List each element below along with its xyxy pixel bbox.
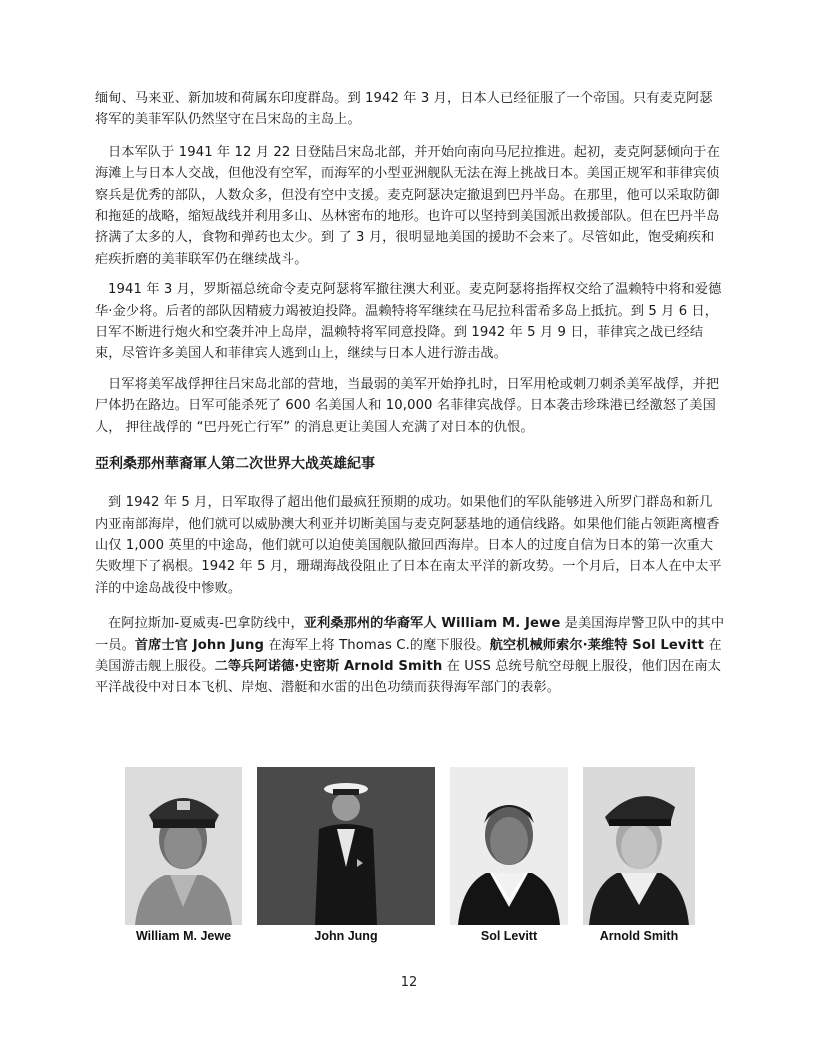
- section-heading: 亞利桑那州華裔軍人第二次世界大战英雄紀事: [95, 456, 375, 473]
- portrait-photo-smith: [583, 767, 695, 925]
- page-number: 12: [400, 975, 418, 990]
- caption-levitt: Sol Levitt: [480, 929, 538, 943]
- portrait-photo-levitt: [450, 767, 568, 925]
- bold-name-smith: 二等兵阿诺德·史密斯 Arnold Smith: [214, 658, 443, 674]
- paragraph-heroes: [95, 613, 725, 699]
- portrait-photo-jewe: [125, 767, 242, 925]
- text-run: 在海军上将 Thomas C.的麾下服役。: [264, 637, 490, 653]
- text-run: 在美国游击舰上服役。: [95, 637, 722, 674]
- paragraph-surrender: 1941 年 3 月，罗斯福总统命令麦克阿瑟将军撤往澳大利亚。麦克阿瑟将指挥权交给了温赖特中将和爱德华·金少将。后者的部队因精疲力竭被迫投降。温赖特将军继续在马尼拉科雷希多岛上抵抗。到 5 月 6 日，日军不断进行炮火和空袭并冲上岛岸，温赖特将军同意投降。到 1942 年 5 月 9 日，菲律宾之战已经结束，尽管许多美国人和菲律宾人逃到山上，继续与日本人进行游击战。: [95, 282, 722, 362]
- paragraph-death-march: 日军将美军战俘押往吕宋岛北部的营地，当最弱的美军开始挣扎时，日军用枪或刺刀刺杀美军战俘，并把尸体扔在路边。日军可能杀死了 600 名美国人和 10,000 名菲律宾战俘。日本袭击珍珠港已经激怒了美国人， 押往战俘的 “巴丹死亡行军” 的消息更让美国人充满了对日本的仇恨。: [95, 376, 720, 435]
- text-run: 是美国海岸警卫队中的其中一员。: [95, 616, 725, 653]
- page-body: [95, 88, 725, 708]
- paragraph-midway: 到 1942 年 5 月，日军取得了超出他们最疯狂预期的成功。如果他们的军队能够进入所罗门群岛和新几内亚南部海岸，他们就可以威胁澳大利亚并切断美国与麦克阿瑟基地的通信线路。如果他们能占领距离檀香山仅 1,000 英里的中途岛，他们就可以迫使美国舰队撤回西海岸。日本人的过度自信为日本的第一次重大失败埋下了祸根。1942 年 5 月，珊瑚海战役阻止了日本在南太平洋的新攻势。一个月后，日本人在中太平洋的中途岛战役中惨败。: [95, 495, 722, 596]
- portrait-row: [125, 767, 695, 947]
- text-run: 在阿拉斯加-夏威夷-巴拿防线中，: [108, 616, 304, 632]
- text-run: 在 USS 总统号航空母舰上服役，他们因在南太平洋战役中对日本飞机、岸炮、潜艇和水雷的出色功绩而获得海军部门的表彰。: [95, 658, 722, 696]
- bold-name-jung: 首席士官 John Jung: [134, 637, 265, 653]
- bold-name-levitt: 航空机械师索尔·莱维特 Sol Levitt: [489, 637, 705, 653]
- caption-smith: Arnold Smith: [599, 929, 679, 943]
- paragraph-intro: 缅甸、马来亚、新加坡和荷属东印度群岛。到 1942 年 3 月，日本人已经征服了一个帝国。只有麦克阿瑟将军的美菲军队仍然坚守在吕宋岛的主岛上。: [95, 91, 713, 128]
- paragraph-landing: 日本军队于 1941 年 12 月 22 日登陆吕宋岛北部，并开始向南向马尼拉推进。起初，麦克阿瑟倾向于在海滩上与日本人交战，但他没有空军，而海军的小型亚洲舰队无法在海上挑战日本。美国正规军和菲律宾侦察兵是优秀的部队，人数众多，但没有空中支援。麦克阿瑟决定撤退到巴丹半岛。在那里，他可以采取防御和拖延的战略，缩短战线并利用多山、丛林密布的地形。也许可以坚持到美国派出救援部队。但在巴丹半岛挤满了太多的人，食物和弹药也太少。到 了 3 月，很明显地美国的援助不会来了。尽管如此，饱受痢疾和疟疾折磨的美菲联军仍在继续战斗。: [95, 144, 720, 267]
- portrait-photo-jung: [257, 767, 435, 925]
- caption-jung: John Jung: [314, 929, 378, 943]
- bold-name-jewe: 亚利桑那州的华裔军人 William M. Jewe: [303, 616, 561, 632]
- caption-jewe: William M. Jewe: [135, 929, 232, 943]
